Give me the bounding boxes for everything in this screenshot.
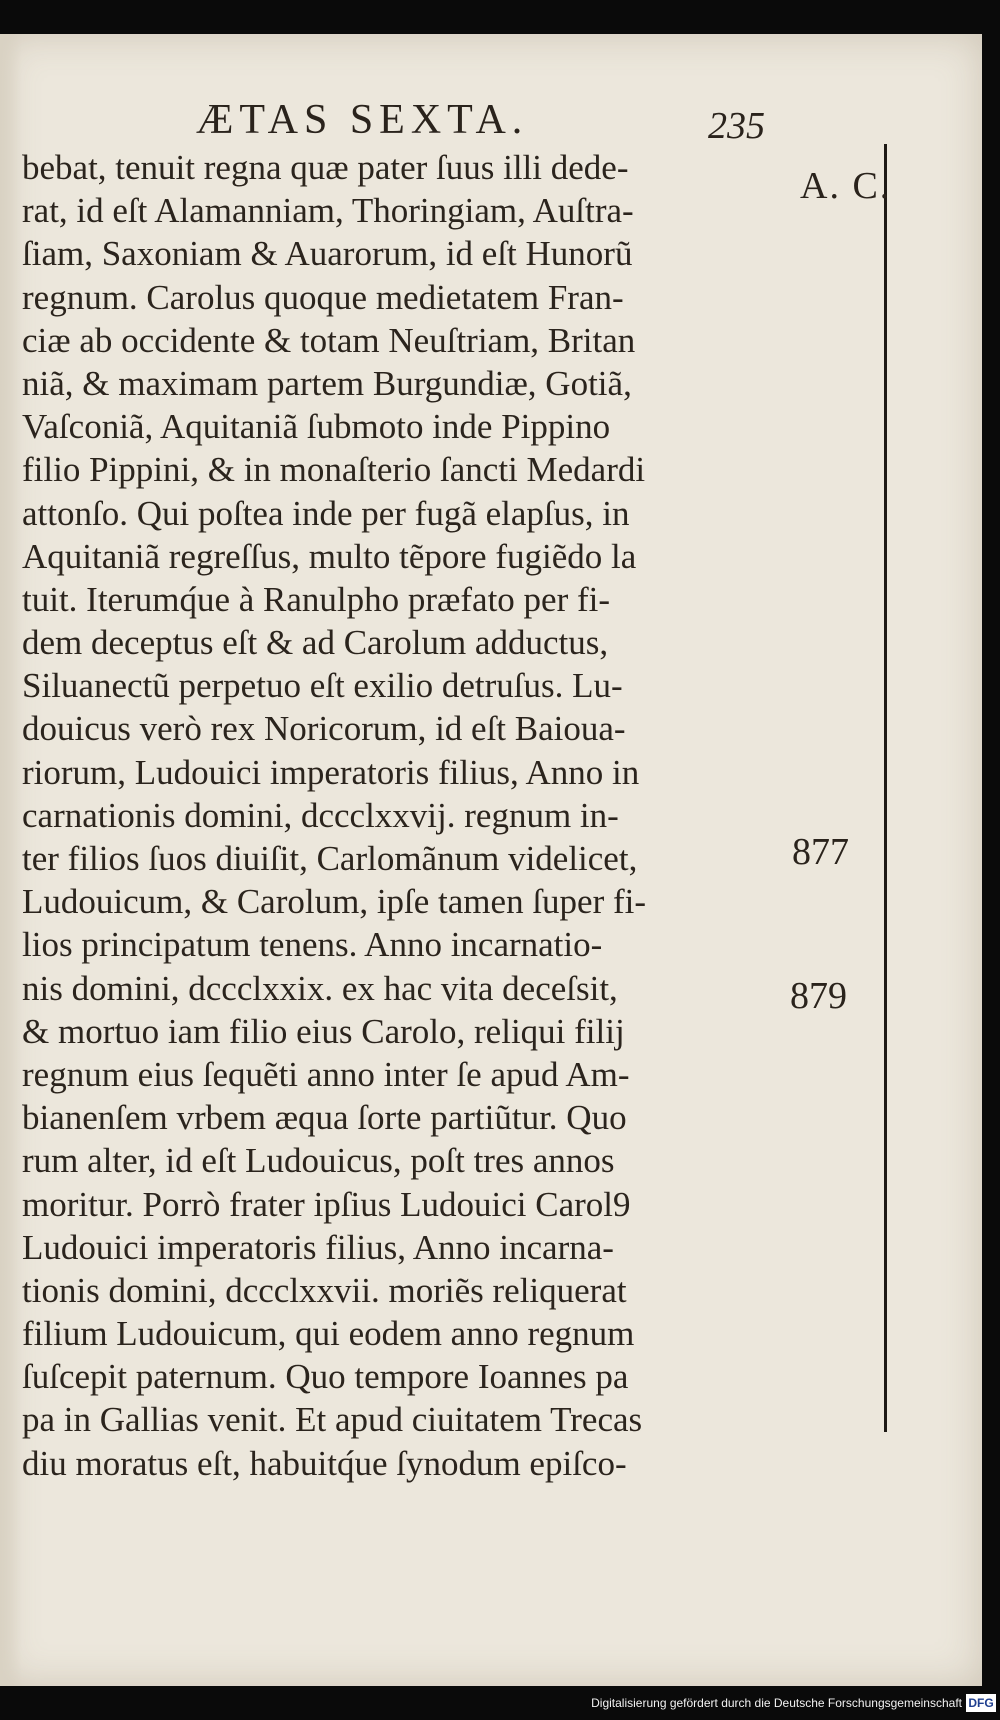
page-number: 235 (708, 105, 765, 147)
text-line: regnum eius ſequẽti anno inter ſe apud Am- (22, 1054, 630, 1094)
body-text (22, 146, 792, 1485)
text-line: Vaſconiã, Aquitaniã ſubmoto inde Pippino (22, 407, 611, 447)
text-line: ciæ ab occidente & totam Neuſtriam, Britan (22, 320, 636, 360)
text-line: carnationis domini, dccclxxvij. regnum in- (22, 795, 619, 835)
text-line: bianenſem vrbem æqua ſorte partiũtur. Quo (22, 1098, 627, 1138)
text-line: lios principatum tenens. Anno incarnatio- (22, 925, 603, 965)
text-line: ſuſcepit paternum. Quo tempore Ioannes pa (22, 1357, 629, 1397)
text-line: regnum. Carolus quoque medietatem Fran- (22, 277, 624, 317)
text-line: ſiam, Saxoniam & Auarorum, id eſt Hunorũ (22, 234, 633, 274)
text-line: filio Pippini, & in monaſterio ſancti Medardi (22, 450, 646, 490)
text-line: diu moratus eſt, habuitq́ue ſynodum epiſco- (22, 1443, 627, 1483)
text-line: Siluanectũ perpetuo eſt exilio detruſus. Lu- (22, 666, 623, 706)
margin-note-year-879: 879 (790, 975, 847, 1017)
text-line: dem deceptus eſt & ad Carolum adductus, (22, 623, 609, 663)
margin-rule (884, 144, 887, 1432)
margin-note-era: A. C. (800, 165, 892, 207)
text-line: nis domini, dccclxxix. ex hac vita deceſsit, (22, 968, 618, 1008)
text-line: niã, & maximam partem Burgundiæ, Gotiã, (22, 363, 632, 403)
book-page (0, 34, 982, 1686)
text-line: bebat, tenuit regna quæ pater ſuus illi dede- (22, 148, 629, 187)
text-line: Ludouicum, & Carolum, ipſe tamen ſuper fi- (22, 882, 647, 922)
text-line: douicus verò rex Noricorum, id eſt Baioua- (22, 709, 626, 749)
text-line: ter filios ſuos diuiſit, Carlomãnum videlicet, (22, 839, 638, 878)
text-line: & mortuo iam filio eius Carolo, reliqui filij (22, 1011, 625, 1051)
text-line: attonſo. Qui poſtea inde per fugã elapſus, in (22, 493, 630, 533)
page-gutter-shadow (0, 34, 22, 1686)
digitization-credit: Digitalisierung gefördert durch die Deutsche Forschungsgemeinschaft (591, 1696, 962, 1710)
text-line: riorum, Ludouici imperatoris filius, Anno in (22, 752, 640, 792)
text-line: Aquitaniã regreſſus, multo tẽpore fugiẽdo la (22, 536, 637, 576)
text-line: rat, id eſt Alamanniam, Thoringiam, Auſtra- (22, 191, 634, 231)
text-line: Ludouici imperatoris filius, Anno incarna- (22, 1227, 614, 1267)
text-line: moritur. Porrò frater ipſius Ludouici Carol9 (22, 1184, 631, 1224)
text-line: tionis domini, dccclxxvii. moriẽs reliquerat (22, 1270, 627, 1310)
margin-note-year-877: 877 (792, 831, 849, 873)
text-line: pa in Gallias venit. Et apud ciuitatem Trecas (22, 1400, 643, 1440)
text-line: filium Ludouicum, qui eodem anno regnum (22, 1314, 635, 1354)
dfg-logo: DFG (966, 1694, 996, 1712)
text-line: rum alter, id eſt Ludouicus, poſt tres annos (22, 1141, 615, 1181)
running-head: ÆTAS SEXTA. (196, 97, 529, 143)
text-line: tuit. Iterumq́ue à Ranulpho præfato per fi- (22, 579, 611, 619)
